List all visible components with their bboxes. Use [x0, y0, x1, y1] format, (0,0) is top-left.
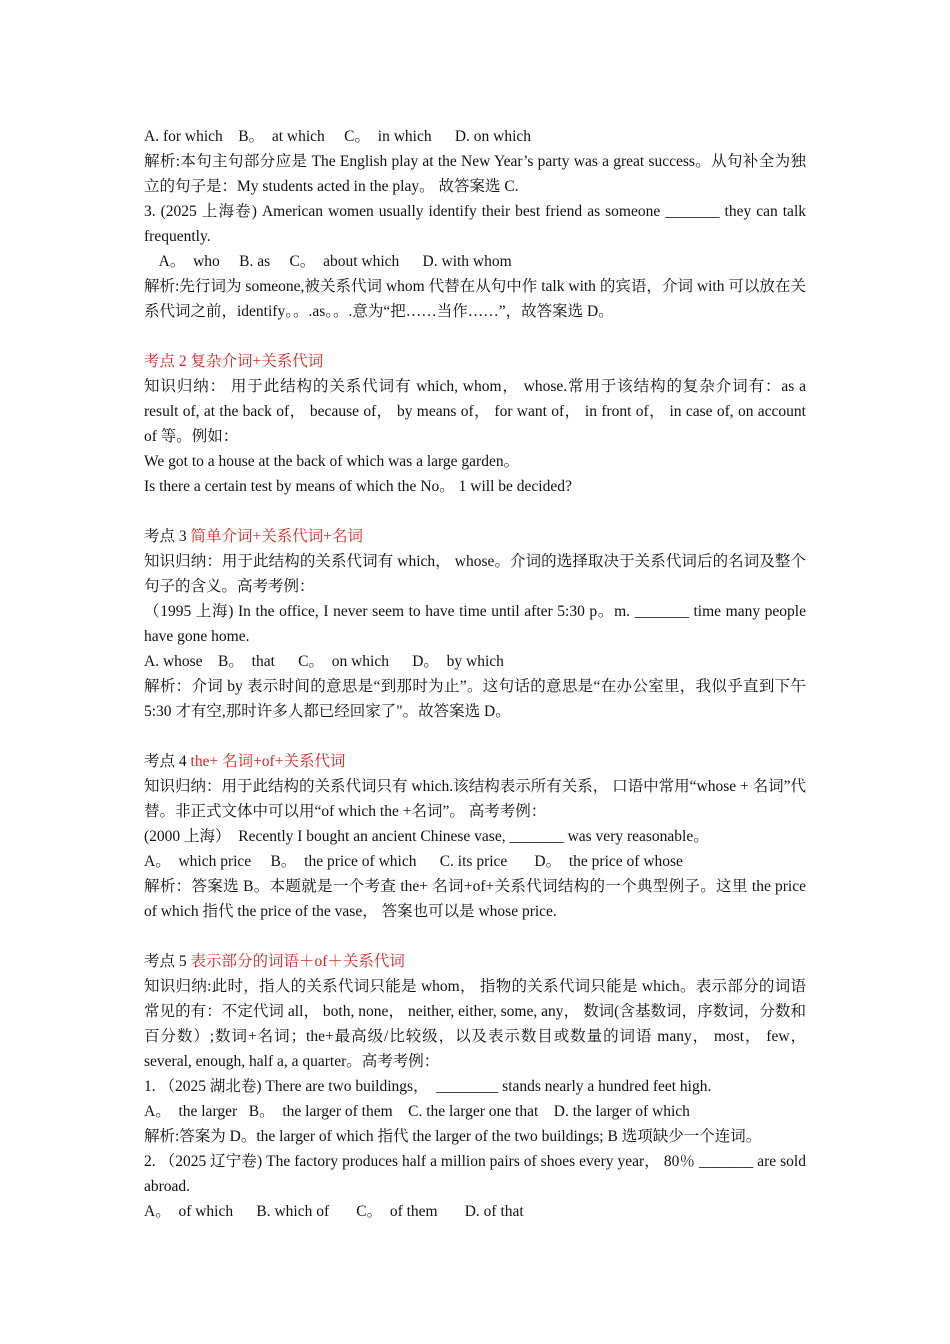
section-5-heading	[144, 949, 806, 974]
section-3-question: （1995 上海) In the office, I never seem to have time until after 5:30 p。m. _______ time many people have gone home.	[144, 603, 806, 645]
spacer	[144, 924, 806, 949]
section-2-knowledge: 知识归纳： 用于此结构的关系代词有 which, whom， whose.常用于该结构的复杂介词有：as a result of, at the back of， because of， by means of， for want of， in front of， in case of, on account of 等。例如：	[144, 378, 806, 445]
spacer	[144, 324, 806, 349]
section-4-heading-prefix: 考点 4	[144, 753, 191, 770]
question-3-options: A。 who B. as C。 about which D. with whom	[144, 253, 512, 270]
section-2-example-1: We got to a house at the back of which was a large garden。	[144, 453, 520, 470]
section-5-heading-prefix: 考点 5	[144, 953, 191, 970]
section-4-heading	[144, 749, 806, 774]
spacer	[144, 724, 806, 749]
section-4-heading-title: the+ 名词+of+关系代词	[190, 753, 346, 770]
section-4-question: (2000 上海） Recently I bought an ancient Chinese vase, _______ was very reasonable。	[144, 828, 709, 845]
section-2-heading: 考点 2 复杂介词+关系代词	[144, 353, 324, 370]
question-3-analysis: 解析:先行词为 someone,被关系代词 whom 代替在从句中作 talk with 的宾语，介词 with 可以放在关系代词之前，identify。。.as。。.意为“把……当作……”，故答案选 D。	[144, 278, 806, 320]
section-5-heading-title: 表示部分的词语＋of＋关系代词	[190, 953, 405, 970]
question-3: 3. (2025 上海卷) American women usually identify their best friend as someone _______ they can talk frequently.	[144, 203, 806, 245]
section-4-options: A。 which price B。 the price of which C. its price D。 the price of whose	[144, 853, 683, 870]
section-5-question-2-options: A。 of which B. which of C。 of them D. of that	[144, 1203, 524, 1220]
section-5-question-1-options: A。 the larger B。 the larger of them C. the larger one that D. the larger of which	[144, 1103, 690, 1120]
section-5-knowledge: 知识归纳:此时，指人的关系代词只能是 whom， 指物的关系代词只能是 which。表示部分的词语常见的有：不定代词 all， both, none， neither, either, some, any， 数词(含基数词，序数词，分数和百分数）;数词+名词；the+最高级/比较级，以及表示数目或数量的词语 many， most， few， several, enough, half a, a quarter。高考考例：	[144, 978, 806, 1070]
section-3-heading	[144, 524, 806, 549]
analysis-text: 解析:本句主句部分应是 The English play at the New Year’s party was a great success。从句补全为独立的句子是：My students acted in the play。 故答案选 C.	[144, 153, 806, 195]
section-5-question-2: 2. （2025 辽宁卷) The factory produces half a million pairs of shoes every year， 80％ _______ are sold abroad.	[144, 1153, 806, 1195]
section-4-analysis: 解析：答案选 B。本题就是一个考查 the+ 名词+of+关系代词结构的一个典型例子。这里 the price of which 指代 the price of the vase， 答案也可以是 whose price.	[144, 878, 806, 920]
section-2-example-2: Is there a certain test by means of which the No。 1 will be decided?	[144, 478, 572, 495]
section-5-question-1-analysis: 解析:答案为 D。the larger of which 指代 the larger of the two buildings; B 选项缺少一个连词。	[144, 1128, 762, 1145]
section-3-heading-prefix: 考点 3	[144, 528, 191, 545]
section-3-heading-title: 简单介词+关系代词+名词	[190, 528, 363, 545]
document-page	[144, 124, 806, 1224]
section-3-knowledge: 知识归纳：用于此结构的关系代词有 which， whose。介词的选择取决于关系代词后的名词及整个句子的含义。高考考例：	[144, 553, 806, 595]
section-3-analysis: 解析：介词 by 表示时间的意思是“到那时为止”。这句话的意思是“在办公室里，我似乎直到下午 5:30 才有空,那时许多人都已经回家了"。故答案选 D。	[144, 678, 806, 720]
section-5-question-1: 1. （2025 湖北卷) There are two buildings， ________ stands nearly a hundred feet high.	[144, 1078, 712, 1095]
section-4-knowledge: 知识归纳：用于此结构的关系代词只有 which.该结构表示所有关系， 口语中常用“whose + 名词”代替。非正式文体中可以用“of which the +名词”。 高考考例：	[144, 778, 806, 820]
answer-options: A. for which B。 at which C。 in which D. on which	[144, 128, 532, 145]
spacer	[144, 499, 806, 524]
section-3-options: A. whose B。 that C。 on which D。 by which	[144, 653, 504, 670]
